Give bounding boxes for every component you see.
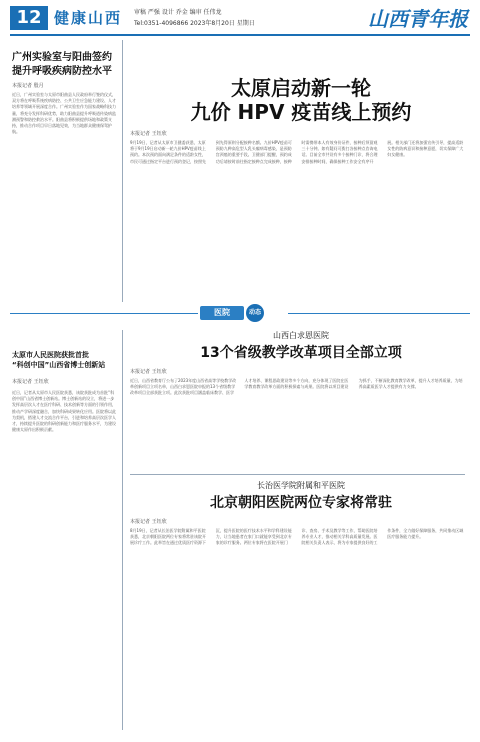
middle-body: 近日，山西省教育厅公布了2023年度山西省高等学校教学改革创新项目立项名单，山西白求恩医院申报的13个省级教学改革项目全部获批立项。此次获批项目涵盖临床教学、医学人才培养、课程思政建设等多个方向，充分体现了医院在医学教育教学改革方面的积极探索与成果。医院将以项目建设为抓手，不断深化教育教学改革，提升人才培养质量，为培养高素质医学人才提供有力支撑。	[130, 378, 463, 396]
bottom-body: 8月19日，记者从长治医学院附属和平医院获悉，北京朝阳医院两位专家将常驻该院开展诊疗工作。此举旨在通过优质医疗资源下沉，提升医院的医疗技术水平和学科建设能力，让当地患者在家门口就能享受到北京专家的诊疗服务。两位专家将在医院开展门诊、查房、手术及教学等工作，帮助医院培养专业人才，推动相关学科高质量发展。医院相关负责人表示，将为专家提供良好的工作条件，全力做好保障服务，共同推动区域医疗服务能力提升。	[130, 528, 464, 546]
header-rule	[10, 34, 470, 36]
bottom-byline: 本报记者 王钰欣	[130, 519, 167, 525]
article-divider	[130, 474, 465, 475]
main-title-line1: 太原启动新一轮	[231, 76, 371, 100]
banner-badge: 动态	[246, 304, 264, 322]
middle-kicker: 山西白求恩医院	[273, 331, 329, 340]
hospital-news-banner	[200, 304, 286, 322]
middle-byline: 本报记者 王钰欣	[130, 369, 167, 375]
left-bottom-title-line1: 太原市人民医院获批首批	[12, 351, 89, 359]
editor-credits: 审稿 严强 设计 乔金 编审 任伟龙	[134, 9, 222, 16]
left-top-title-line2: 提升呼吸疾病防控水平	[12, 66, 112, 77]
left-top-title-line1: 广州实验室与阳曲签约	[12, 52, 112, 63]
column-divider	[122, 330, 123, 730]
section-name: 健康山西	[54, 9, 123, 27]
page-number: 12	[10, 6, 48, 30]
left-bottom-body: 近日，记者从太原市人民医院获悉，该院获批成为首批“科创中国”山西省博士创新站。博士创新站的设立，将进一步发挥高层次人才在医疗科研、技术创新等方面的引领作用，推动产学研深度融合，加快科研成果转化应用。医院将以此为契机，搭建人才交流合作平台，引进和培养高层次医学人才，持续提升医院的科研创新能力和医疗服务水平，为建设健康太原作出积极贡献。	[12, 390, 116, 433]
banner-rule-left	[10, 313, 198, 314]
left-bottom-byline: 本报记者 王钰欣	[12, 379, 49, 385]
banner-rule-right	[288, 313, 470, 314]
middle-title: 13个省级教学改革项目全部立项	[200, 345, 402, 361]
page-header	[0, 0, 480, 36]
main-body: 9月19日，记者从太原市卫健委获悉，太原将于9月19日启动新一轮九价HPV疫苗线上预约。本次预约面向满足条件的适龄女性，市民可通过指定平台进行预约登记，按照先到先得原则分配接种名额。九价HPV疫苗可预防九种高危型人乳头瘤病毒感染，是预防宫颈癌的重要手段。卫健部门提醒，预约成功后请按时前往指定接种点完成接种，接种时需携带本人有效身份证件，接种后须留观三十分钟。如有疑问可拨打各接种点咨询电话。目前全市共设有多个接种门诊，将合理安排接种时间，确保接种工作安全有序开展。相关部门还将加强宣传引导，提高适龄女性的防病意识和接种意愿，切实保障广大妇女健康。	[130, 140, 464, 164]
left-bottom-title-line2: “科创中国”山西省博士创新站	[12, 361, 106, 369]
main-byline: 本报记者 王钰欣	[130, 131, 167, 137]
main-title-line2: 九价 HPV 疫苗线上预约	[190, 100, 412, 124]
masthead-logo: 山西青年报	[368, 7, 468, 31]
contact-date: Tel:0351-4096866 2023年8月20日 星期日	[134, 20, 255, 27]
left-top-byline: 本报记者 殷月	[12, 83, 44, 89]
banner-label: 医院	[200, 306, 244, 320]
left-top-body: 近日，广州实验室与太原市阳曲县人民政府举行签约仪式，双方将在呼吸系统疾病防控、公共卫生应急能力建设、人才培养等领域开展深度合作。广州实验室作为国家战略科技力量，将充分发挥科研优势，助力阳曲县提升呼吸道传染病监测预警和防控救治水平。阳曲县将积极提供场地和政策支持，推动合作项目早日落地见效，为当地群众健康保驾护航。	[12, 92, 116, 135]
bottom-title: 北京朝阳医院两位专家将常驻	[210, 495, 392, 511]
bottom-kicker: 长治医学院附属和平医院	[257, 481, 345, 490]
